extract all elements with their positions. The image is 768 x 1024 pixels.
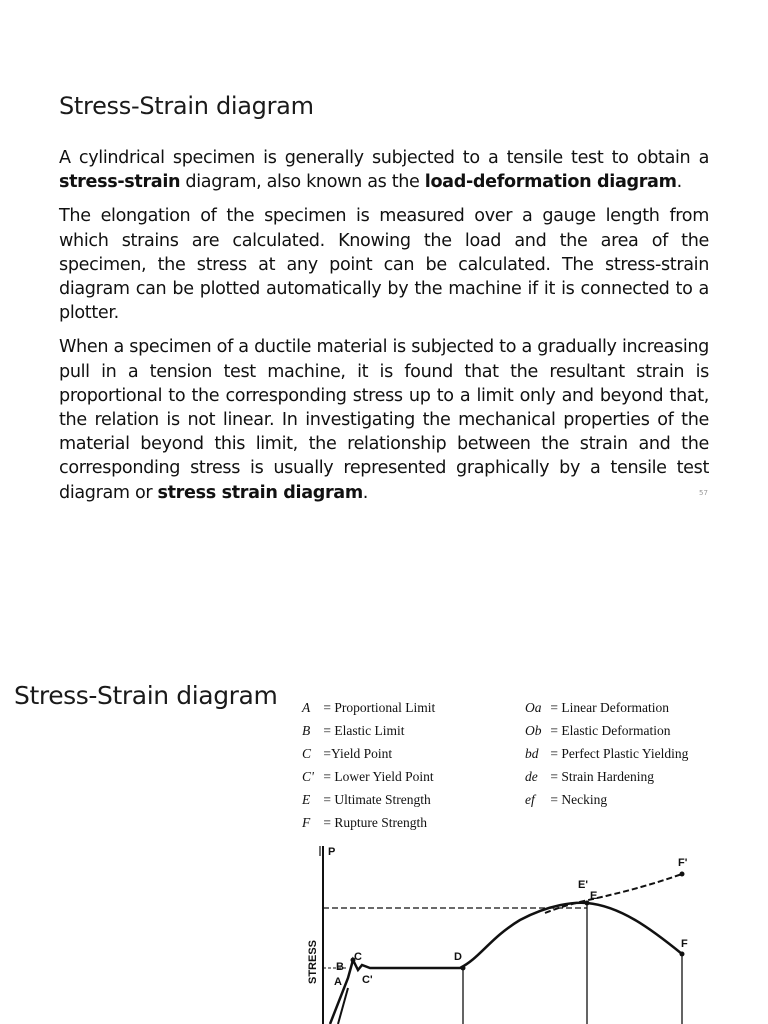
p-axis-label: P: [328, 846, 336, 858]
point-d: [461, 966, 466, 971]
legend-symbol: C': [302, 769, 314, 784]
slide-body: [59, 146, 709, 515]
paragraph-2: The elongation of the specimen is measured over a gauge length from which strains are calculated. Knowing the load and the area of the specimen, the stress at any point can be calculated. The stress-strain diagram can be plotted automatically by the machine if it is connected to a plotter.: [59, 206, 709, 324]
p1-bold-1: stress-strain: [59, 172, 181, 193]
true-stress-curve: [545, 874, 682, 913]
point-f: [680, 952, 685, 957]
stress-axis-label: STRESS: [307, 939, 319, 984]
slide-2: [0, 648, 768, 1024]
legend-symbol: C: [302, 746, 312, 761]
legend-symbol: Ob: [525, 723, 542, 738]
slide-title: Stress-Strain diagram: [14, 681, 278, 710]
point-e: [585, 901, 590, 906]
label-c-prime: C': [362, 974, 373, 986]
legend-definition: = Strain Hardening: [550, 769, 654, 784]
page-number: 57: [699, 489, 708, 497]
legend-symbol: ef: [525, 792, 535, 807]
paragraph-3: [59, 335, 709, 504]
label-c: C: [354, 951, 362, 963]
legend-definition: = Lower Yield Point: [323, 769, 434, 784]
legend-symbol: Oa: [525, 700, 542, 715]
label-d: D: [454, 951, 462, 963]
legend-symbol: B: [302, 723, 311, 738]
engineering-curve: [330, 903, 682, 1024]
legend-symbol: F: [302, 815, 311, 830]
p1-bold-2: load-deformation diagram: [424, 172, 677, 193]
label-f-prime: F': [678, 857, 688, 869]
legend-definition: = Elastic Limit: [323, 723, 405, 738]
label-f: F: [681, 938, 688, 950]
legend-definition: = Perfect Plastic Yielding: [550, 746, 689, 761]
legend-definition: = Rupture Strength: [323, 815, 427, 830]
paragraph-1: [59, 146, 709, 194]
p3-text-1: When a specimen of a ductile material is subjected to a gradually increasing pull in a tension test machine, it is found that the resultant strain is proportional to the corresponding stress up to a limit only and beyond that, the relation is not linear. In investigating the mechanical properties of the material beyond this limit, the relationship between the strain and the corresponding stress is usually represented graphically by a tensile test diagram or: [59, 337, 709, 503]
legend-definition: = Elastic Deformation: [550, 723, 671, 738]
p1-text-2: diagram, also known as the: [180, 172, 425, 193]
p1-text-3: .: [676, 172, 682, 193]
legend-symbol: de: [525, 769, 538, 784]
label-b: B: [336, 961, 344, 973]
legend-symbol: E: [302, 792, 311, 807]
slide-title: Stress-Strain diagram: [59, 92, 314, 120]
label-e-prime: E': [578, 879, 588, 891]
legend-definition: =Yield Point: [323, 746, 393, 761]
stress-strain-curve: [290, 688, 768, 1024]
p3-bold-1: stress strain diagram: [157, 482, 363, 503]
stress-strain-figure: [290, 688, 768, 1024]
label-a: A: [334, 976, 342, 988]
legend-symbol: A: [302, 700, 311, 715]
p1-text-1: A cylindrical specimen is generally subjected to a tensile test to obtain a: [59, 148, 709, 168]
legend-definition: = Proportional Limit: [323, 700, 436, 715]
point-f-prime: [680, 872, 685, 877]
legend-definition: = Linear Deformation: [550, 700, 669, 715]
legend-definition: = Necking: [550, 792, 608, 807]
label-e: E: [590, 890, 598, 902]
legend-definition: = Ultimate Strength: [323, 792, 431, 807]
legend-symbol: bd: [525, 746, 539, 761]
p3-text-2: .: [362, 482, 369, 503]
